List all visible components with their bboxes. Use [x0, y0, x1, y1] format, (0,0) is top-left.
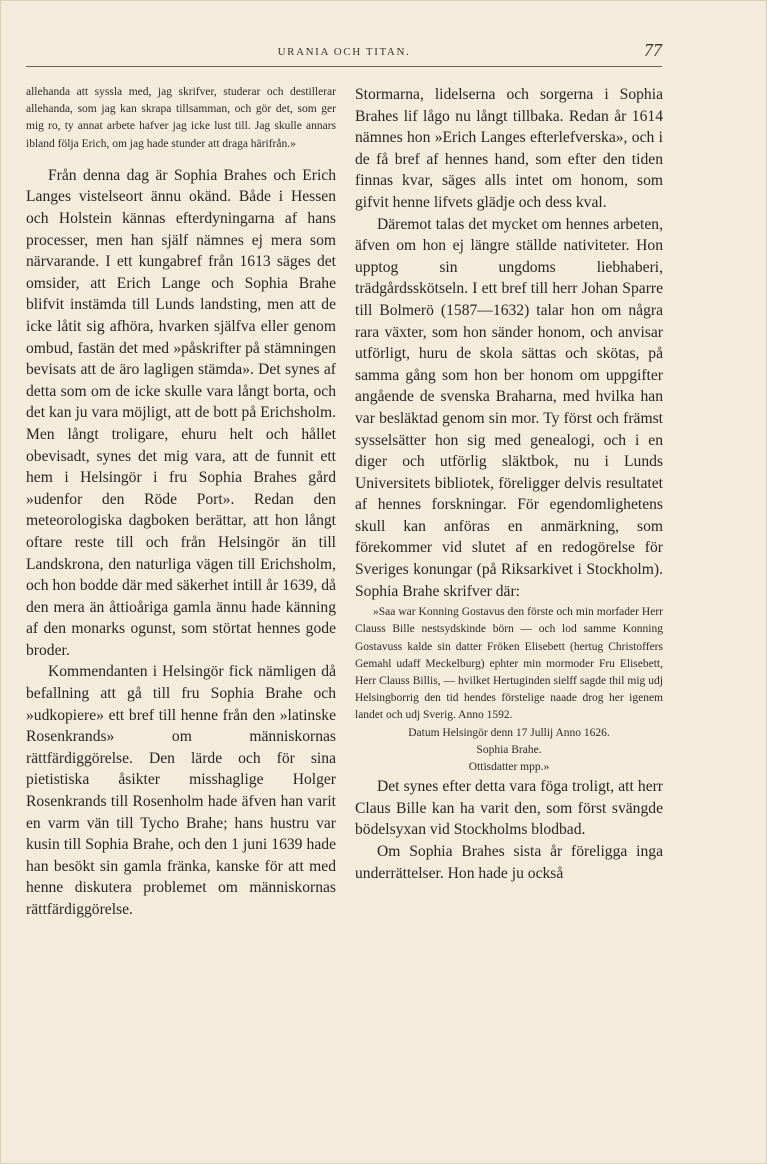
running-title: URANIA OCH TITAN. [277, 46, 411, 58]
paragraph: Från denna dag är Sophia Brahes och Erich Langes vistelseort ännu okänd. Både i Hessen och Holstein kännas efterdyningarna af hans processer, men han själf nämnes ej mera som närvarande. I ett kungabref från 1613 säges det omsider, att Erich Lange och Sophia Brahe blifvit instämda till Lunds landsting, men att de icke låtit sig afhöra, hvarken själfva eller genom ombud, fastän det med »påskrifter på stämningen bevisats att de äro lagligen stämda». Det synes af detta som om de icke skulle vara långt borta, och det kan ju vara möjligt, att de bott på Erichsholm. Men långt troligare, ehuru helt och hållet obevisadt, synes det mig vara, att de funnit ett hem i Helsingör i fru Sophia Brahes gård »udenfor den Röde Port». Redan den meteorologiska dagboken berättar, att hon långt oftare reste till och från Helsingör än till Landskrona, den naturliga vägen till Erichsholm, och hon bodde där med säkerhet intill år 1639, då den mera än åttioåriga gamla ännu hade känning af den monarks ogunst, som störtat hennes gode broder. [26, 166, 336, 659]
paragraph: Om Sophia Brahes sista år föreligga inga underrättelser. Hon hade ju också [355, 843, 663, 882]
page-header [26, 40, 662, 67]
left-column [26, 84, 336, 921]
quote-continuation: allehanda att syssla med, jag skrifver, studerar och destillerar allehanda, som jag kan skrapa tillsamman, och gör det, som ger mig ro, ty annat arbete hafver jag icke lust till. Jag skulle annars ibland följa Erich, om jag hade stunder att draga härifrån.» [26, 86, 336, 150]
page-number: 77 [644, 40, 662, 60]
paragraph: Kommendanten i Helsingör fick nämligen då befallning att gå till fru Sophia Brahe och »udkopiere» ett bref till henne från den »latinske Rosenkrands» om människornas rättfärdiggörelse. Den lärde och för sina pietistiska åsikter misshaglige Holger Rosenkrands till Rosenholm hade äfven han varit en varm vän till Tycho Brahe; hans hustru var kusin till Sophia Brahe, och den 1 juni 1639 hade han besökt sin gamla fränka, kanske för att med henne diskutera problemet om människornas rättfärdiggörelse. [26, 663, 336, 918]
paragraph: Stormarna, lidelserna och sorgerna i Sophia Brahes lif lågo nu långt tillbaka. Redan år 1614 nämnes hon »Erich Langes efterlefverska», och i de få bref af hennes hand, som efter den tiden finnas kvar, säges alls intet om honom, som gifvit henne lifvets glädje och dess kval. [355, 86, 663, 211]
paragraph: Däremot talas det mycket om hennes arbeten, äfven om hon ej längre ställde nativiteter. Hon upptog sin ungdoms liebhaberi, trädgårdsskötseln. I ett bref till herr Johan Sparre till Bolmerö (1587—1632) talar hon om några rara växter, som hon sänder honom, och anvisar utförligt, huru de skola sättas och skötas, på samma gång som hon ber honom om uppgifter angående de svenska Braharna, med hvilka han var besläktad genom sin mor. Ty först och främst sysselsätter hon sig med genealogi, och i en diger och utförlig släktbok, nu i Lunds Universitets bibliotek, föreligger delvis resultatet af hennes forskningar. För egendomlighetens skull kan anföras en anmärkning, som förekommer vid slutet af en redogörelse för Sveriges konungar (på Riksarkivet i Stockholm). Sophia Brahe skrifver där: [355, 215, 663, 600]
paragraph: Det synes efter detta vara föga troligt, att herr Claus Bille kan ha varit den, som först svängde bödelsyxan vid Stockholms blodbad. [355, 778, 663, 839]
quote-signature: Sophia Brahe. [476, 743, 542, 756]
block-quote: »Saa war Konning Gostavus den förste och min morfader Herr Clauss Bille nestsydskinde börn — och lod samme Konning Gostavuss kalde sin datter Fröken Elisebett (hertug Christoffers Gemahl udaff Meckelburg) ephter min mormoder Fru Elisebett, Herr Clauss Billis, — hvilket Hertuginden sielff sagde thil mig udj Helsingborrig den tid hendes förstelige naade drog her igenem landet och udj Sverig. Anno 1592. [355, 606, 663, 722]
quote-signature-suffix: Ottisdatter mpp.» [468, 761, 550, 774]
right-column [355, 84, 663, 884]
quote-date-line: Datum Helsingör denn 17 Jullij Anno 1626. [408, 726, 610, 739]
